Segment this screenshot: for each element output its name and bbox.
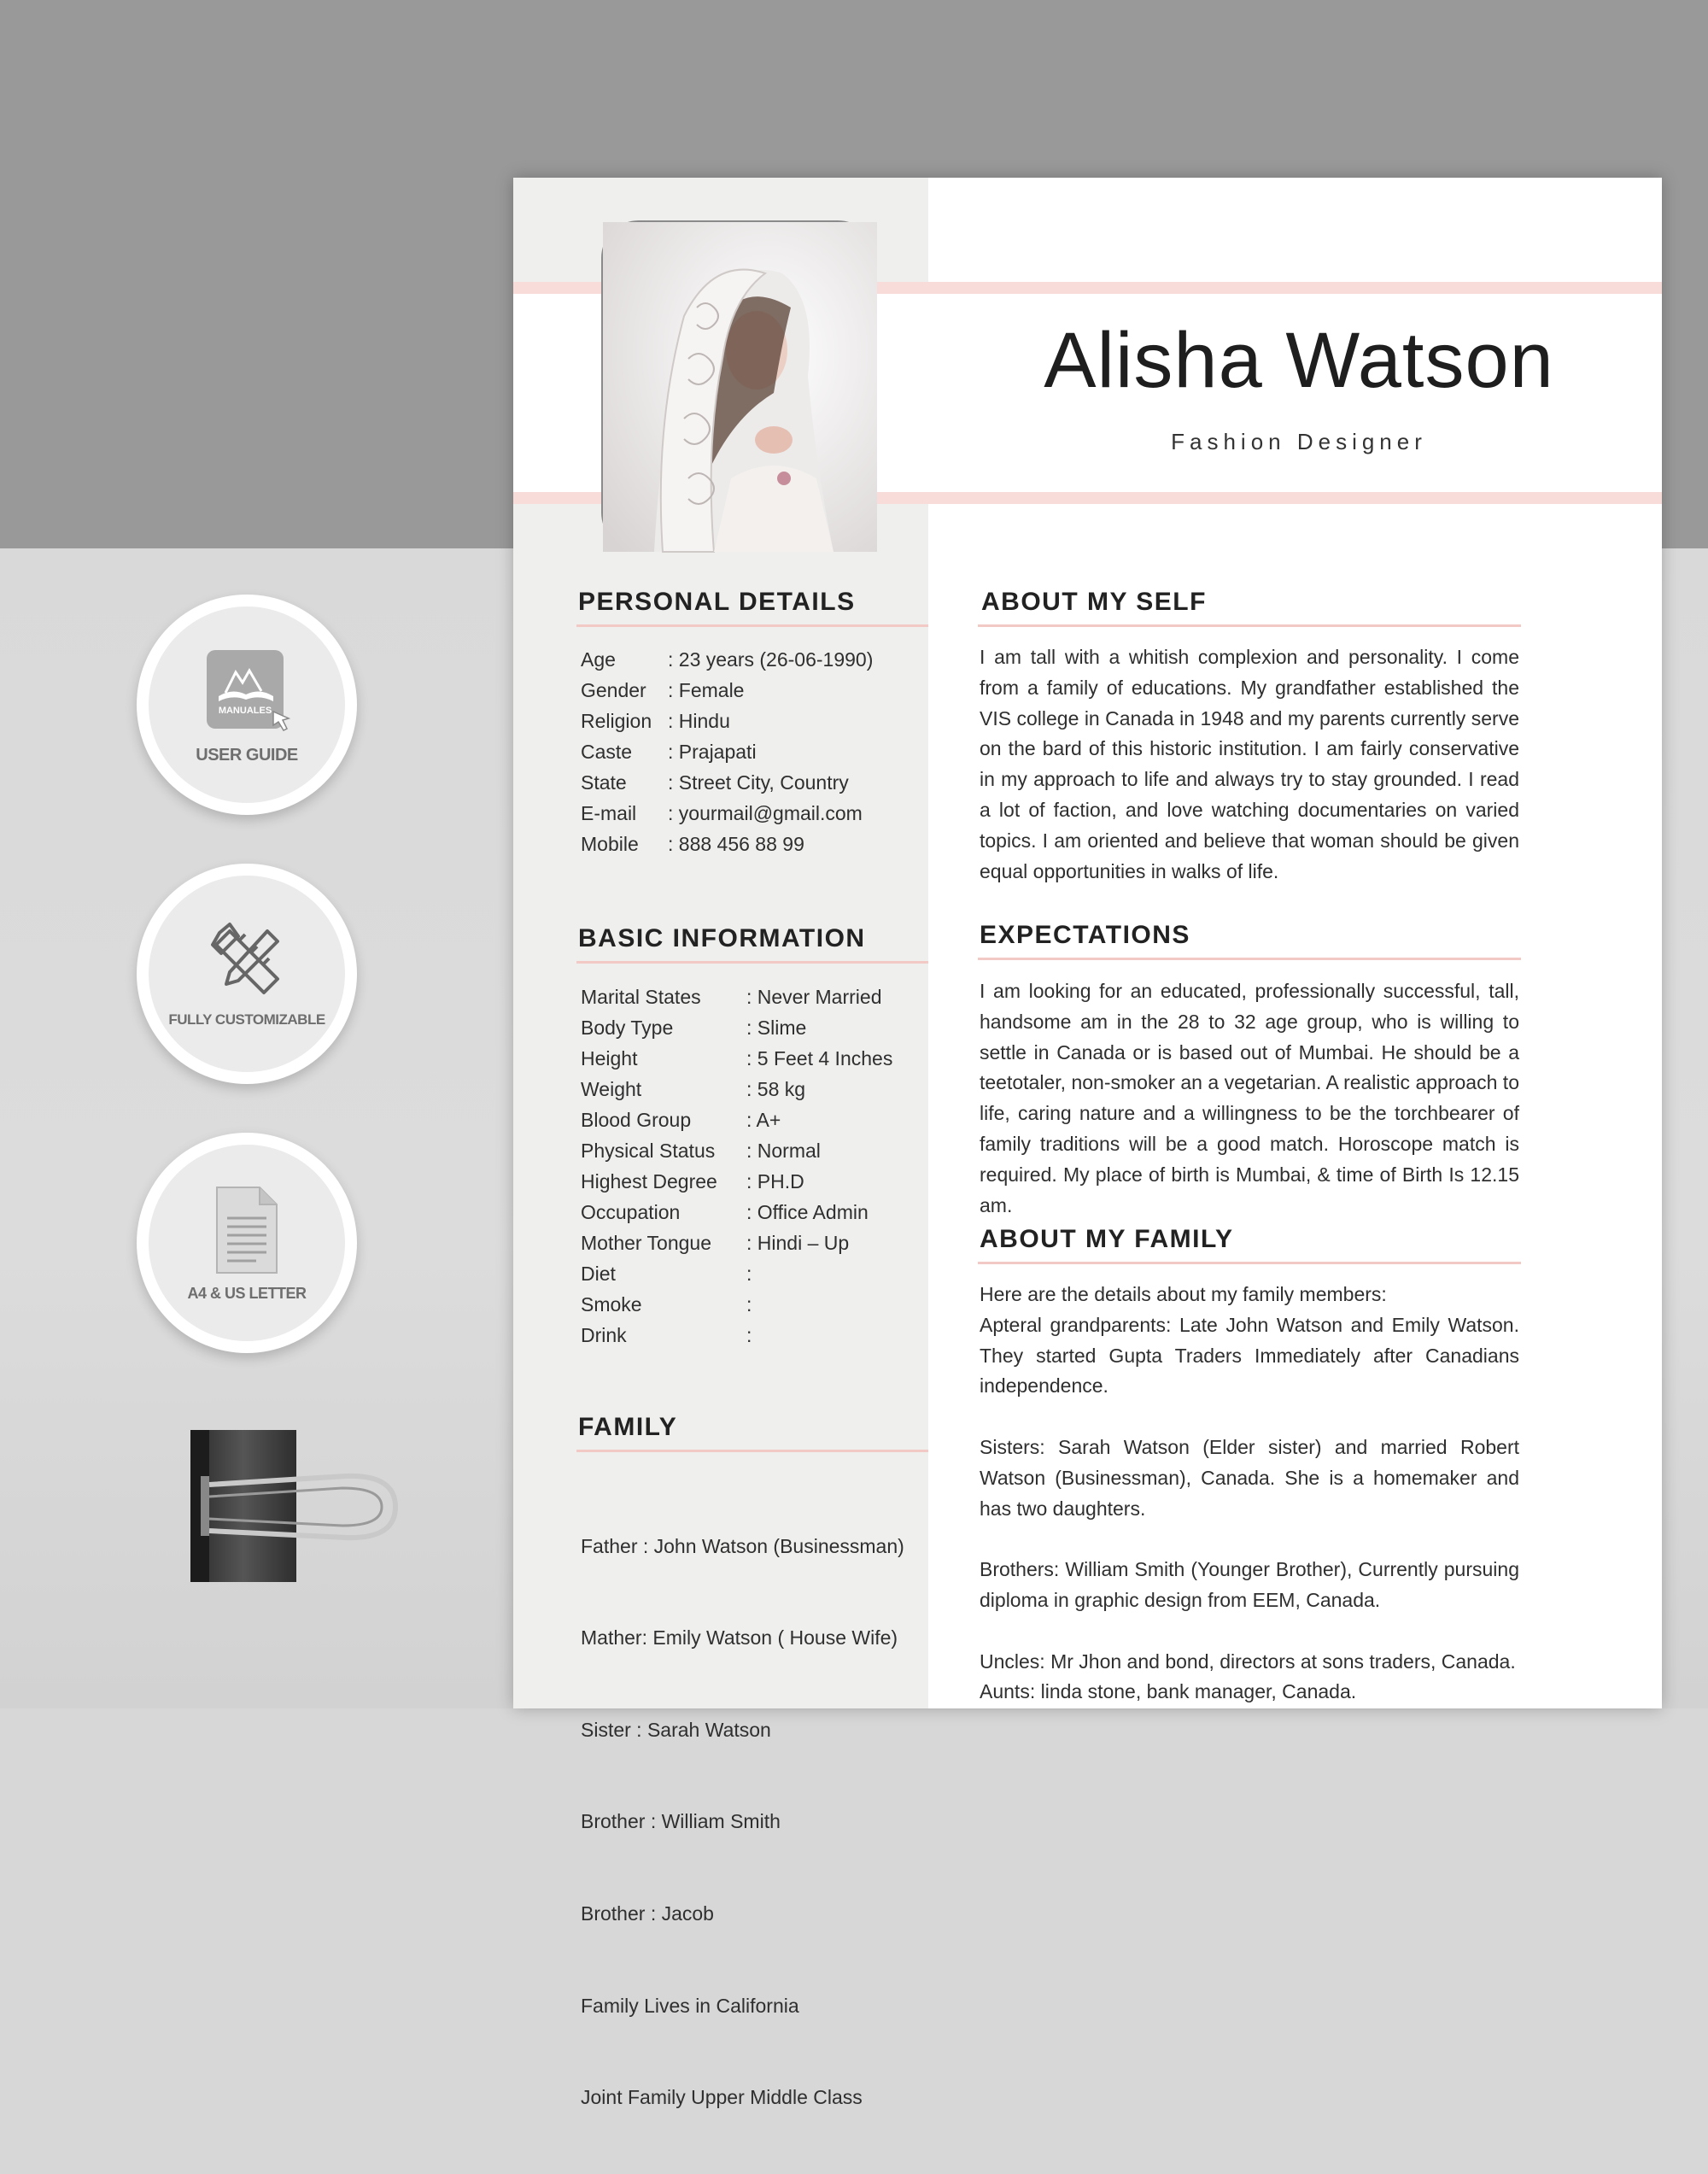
basic-row: Height : 5 Feet 4 Inches (581, 1047, 893, 1069)
family-line: Mather: Emily Watson ( House Wife) (581, 1626, 898, 1650)
profile-photo-image (603, 222, 877, 552)
personal-details-list (581, 644, 873, 859)
manual-book-icon (200, 645, 294, 739)
family-line: Brother : William Smith (581, 1810, 781, 1833)
expectations-rule (978, 958, 1521, 960)
personal-row: Caste : Prajapati (581, 741, 757, 763)
personal-details-title: PERSONAL DETAILS (578, 588, 856, 616)
feature-a4-us-letter-label: A4 & US LETTER (187, 1284, 307, 1302)
family-sisters: Sisters: Sarah Watson (Elder sister) and married Robert Watson (Businessman), Canada. She is a homemaker and has two daughters. (980, 1435, 1519, 1520)
svg-text:MANUALES: MANUALES (218, 705, 272, 716)
expectations-text: I am looking for an educated, professionally successful, tall, handsome am in the 28 to 32 age group, who is willing to settle in Canada or is based out of Mumbai. He should be a teetotaler, non-smoker an a vegetarian. A realistic approach to life, caring nature and a willingness to be the torchbearer of family traditions will be a good match. Horoscope match is required. My place of birth is Mumbai, & time of Birth Is 12.15 am. (980, 980, 1519, 1216)
resume-job-title: Fashion Designer (1171, 429, 1427, 454)
personal-row: Religion : Hindu (581, 710, 730, 732)
basic-row: Marital States : Never Married (581, 986, 882, 1008)
family-uncles: Uncles: Mr Jhon and bond, directors at sons traders, Canada. (980, 1650, 1516, 1673)
basic-information-rule (576, 961, 928, 964)
expectations-title: EXPECTATIONS (980, 921, 1190, 949)
basic-row: Body Type : Slime (581, 1017, 807, 1039)
feature-user-guide-label: USER GUIDE (196, 745, 298, 765)
basic-row: Weight : 58 kg (581, 1078, 806, 1100)
personal-row: State : Street City, Country (581, 771, 849, 794)
family-line: Father : John Watson (Businessman) (581, 1534, 904, 1557)
resume-page (513, 178, 1662, 2109)
family-line: Brother : Jacob (581, 1902, 714, 1925)
feature-user-guide-inner (149, 606, 345, 803)
resume-name: Alisha Watson (1044, 317, 1554, 404)
about-my-family-rule (978, 1262, 1521, 1264)
about-my-self-title: ABOUT MY SELF (981, 588, 1207, 616)
binder-clip-icon (184, 1425, 406, 1596)
personal-row: Age : 23 years (26-06-1990) (581, 648, 874, 671)
basic-row: Highest Degree : PH.D (581, 1170, 804, 1192)
basic-information-title: BASIC INFORMATION (578, 924, 866, 952)
family-title: FAMILY (578, 1413, 678, 1441)
family-brothers: Brothers: William Smith (Younger Brother), Currently pursuing diploma in graphic design from EEM, Canada. (980, 1558, 1519, 1611)
document-icon (208, 1184, 285, 1278)
family-grandparents: Apteral grandparents: Late John Watson and Emily Watson. They started Gupta Traders Immediately after Canadians independence. (980, 1313, 1519, 1398)
basic-row: Drink : (581, 1324, 752, 1346)
paragraph-gap (980, 1524, 1519, 1555)
about-my-family-title: ABOUT MY FAMILY (980, 1225, 1234, 1253)
basic-row: Smoke : (581, 1293, 752, 1316)
feature-fully-customizable-inner (149, 876, 345, 1072)
personal-row: Mobile : 888 456 88 99 (581, 833, 804, 855)
feature-a4-us-letter (137, 1133, 357, 1353)
profile-photo (601, 220, 875, 550)
paragraph-gap (980, 1402, 1519, 1433)
family-line: Joint Family Upper Middle Class (581, 2086, 863, 2109)
family-line: Sister : Sarah Watson (581, 1718, 771, 1741)
basic-row: Physical Status : Normal (581, 1140, 821, 1162)
basic-information-list (581, 982, 892, 1351)
basic-row: Mother Tongue : Hindi – Up (581, 1232, 850, 1254)
about-my-self-text: I am tall with a whitish complexion and personality. I come from a family of educations. My grandfather established the VIS college in Canada in 1948 and my parents currently serve on the bard of this historic institution. I am fairly conservative in my approach to life and always try to stay grounded. I read a lot of faction, and love watching documentaries on varied topics. I am oriented and believe that woman should be given equal opportunities in walks of life. (980, 646, 1519, 882)
basic-row: Diet : (581, 1263, 752, 1285)
family-line: Family Lives in California (581, 1994, 799, 2017)
paragraph-gap (980, 1616, 1519, 1647)
personal-row: Gender : Female (581, 679, 745, 701)
feature-a4-us-letter-inner (149, 1145, 345, 1341)
feature-fully-customizable-label: FULLY CUSTOMIZABLE (168, 1011, 325, 1028)
family-aunts: Aunts: linda stone, bank manager, Canada. (980, 1680, 1357, 1703)
basic-row: Occupation : Office Admin (581, 1201, 869, 1223)
about-my-family-text (980, 1280, 1519, 1708)
basic-row: Blood Group : A+ (581, 1109, 781, 1131)
personal-row: E-mail : yourmail@gmail.com (581, 802, 863, 824)
family-rule (576, 1450, 928, 1452)
about-my-self-rule (978, 624, 1521, 627)
family-list (581, 1469, 904, 2174)
pencil-ruler-icon (204, 919, 290, 1005)
personal-details-rule (576, 624, 928, 627)
feature-user-guide (137, 595, 357, 815)
family-intro: Here are the details about my family members: (980, 1283, 1387, 1305)
feature-fully-customizable (137, 864, 357, 1084)
